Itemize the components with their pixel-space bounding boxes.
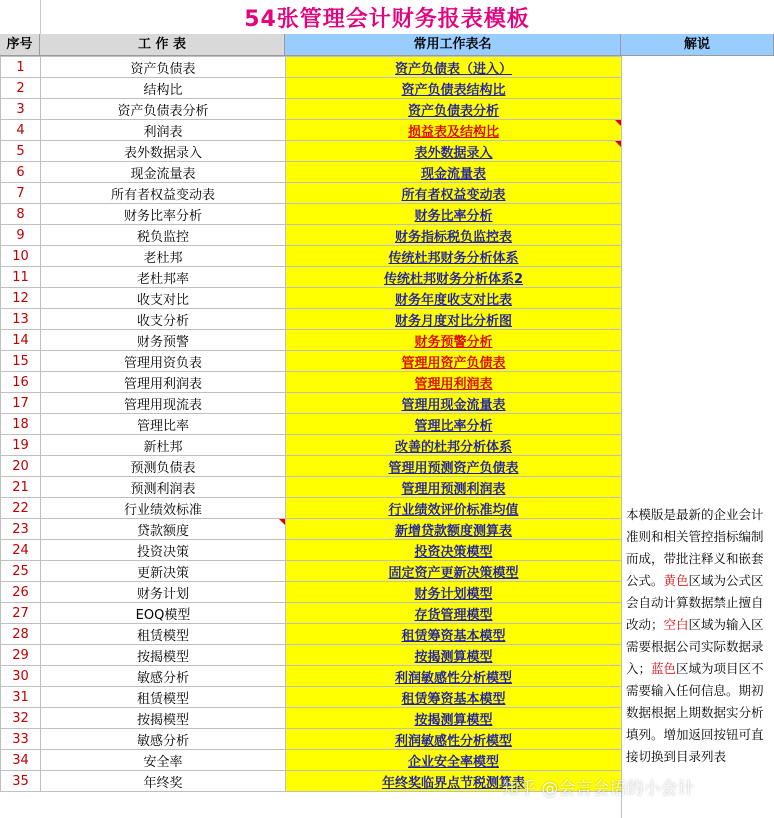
table-row bbox=[1, 498, 622, 519]
worksheet-link[interactable]: 企业安全率模型 bbox=[407, 754, 499, 770]
sheet-title: 54张管理会计财务报表模板 bbox=[244, 7, 530, 32]
worksheet-link[interactable]: 传统杜邦财务分析体系2 bbox=[383, 271, 524, 287]
table-row bbox=[1, 267, 622, 288]
row-number-cell[interactable]: 6 bbox=[1, 162, 41, 183]
row-number-cell[interactable]: 31 bbox=[1, 687, 41, 708]
row-number-cell[interactable]: 9 bbox=[1, 225, 41, 246]
worksheet-name-cell[interactable]: 财务计划 bbox=[41, 582, 286, 603]
row-number-cell[interactable]: 11 bbox=[1, 267, 41, 288]
table-row bbox=[1, 351, 622, 372]
table-row bbox=[1, 687, 622, 708]
worksheet-name-cell[interactable]: 现金流量表 bbox=[41, 162, 286, 183]
worksheet-link[interactable]: 管理用现金流量表 bbox=[401, 397, 506, 413]
watermark: 知乎 @会言会语的小会计 bbox=[502, 779, 695, 799]
table-row bbox=[1, 372, 622, 393]
worksheet-link-cell[interactable] bbox=[286, 456, 622, 477]
worksheet-link-cell[interactable] bbox=[286, 225, 622, 246]
worksheet-name-cell[interactable]: 新杜邦 bbox=[41, 435, 286, 456]
worksheet-name-cell[interactable]: 财务预警 bbox=[41, 330, 286, 351]
worksheet-name-cell[interactable]: 按揭模型 bbox=[41, 645, 286, 666]
worksheet-link[interactable]: 财务预警分析 bbox=[414, 334, 493, 350]
worksheet-link-cell[interactable] bbox=[286, 666, 622, 687]
worksheet-link-cell[interactable] bbox=[286, 582, 622, 603]
worksheet-name-cell[interactable]: EOQ模型 bbox=[41, 603, 286, 624]
worksheet-link-cell[interactable] bbox=[286, 414, 622, 435]
worksheet-link-cell[interactable] bbox=[286, 57, 622, 78]
worksheet-link-cell[interactable] bbox=[286, 162, 622, 183]
worksheet-link-cell[interactable] bbox=[286, 309, 622, 330]
worksheet-link[interactable]: 财务月度对比分析图 bbox=[394, 313, 512, 329]
table-row bbox=[1, 435, 622, 456]
worksheet-name-cell[interactable]: 管理用现流表 bbox=[41, 393, 286, 414]
worksheet-link-cell[interactable] bbox=[286, 750, 622, 771]
table-row bbox=[1, 540, 622, 561]
header-no[interactable]: 序号 bbox=[0, 34, 40, 56]
table-row bbox=[1, 393, 622, 414]
worksheet-link[interactable]: 资产负债表（进入） bbox=[394, 61, 512, 77]
worksheet-table-body bbox=[1, 57, 622, 792]
row-number-cell[interactable]: 35 bbox=[1, 771, 41, 792]
table-row bbox=[1, 750, 622, 771]
worksheet-link[interactable]: 利润敏感性分析模型 bbox=[394, 670, 512, 686]
table-row bbox=[1, 162, 622, 183]
row-number-cell[interactable]: 17 bbox=[1, 393, 41, 414]
table-row bbox=[1, 624, 622, 645]
worksheet-link[interactable]: 租赁筹资基本模型 bbox=[401, 628, 506, 644]
worksheet-link-cell[interactable] bbox=[286, 330, 622, 351]
worksheet-name-cell[interactable]: 老杜邦率 bbox=[41, 267, 286, 288]
note-blank: 空白 bbox=[663, 617, 689, 632]
worksheet-link-cell[interactable] bbox=[286, 393, 622, 414]
row-number-cell[interactable]: 5 bbox=[1, 141, 41, 162]
worksheet-link[interactable]: 管理用预测资产负债表 bbox=[388, 460, 519, 476]
worksheet-link[interactable]: 损益表及结构比 bbox=[407, 124, 499, 140]
worksheet-name-cell[interactable]: 投资决策 bbox=[41, 540, 286, 561]
worksheet-name-cell[interactable]: 管理用资负表 bbox=[41, 351, 286, 372]
worksheet-link[interactable]: 固定资产更新决策模型 bbox=[388, 565, 519, 581]
row-number-cell[interactable]: 14 bbox=[1, 330, 41, 351]
note-text bbox=[626, 504, 771, 768]
worksheet-link[interactable]: 租赁筹资基本模型 bbox=[401, 691, 506, 707]
row-number-cell[interactable]: 15 bbox=[1, 351, 41, 372]
table-row bbox=[1, 183, 622, 204]
worksheet-link-cell[interactable] bbox=[286, 141, 622, 162]
table-row bbox=[1, 561, 622, 582]
worksheet-name-cell[interactable]: 利润表 bbox=[41, 120, 286, 141]
worksheet-link-cell[interactable] bbox=[286, 687, 622, 708]
note-yellow: 黄色 bbox=[663, 573, 689, 588]
worksheet-link[interactable]: 管理用利润表 bbox=[414, 376, 493, 392]
worksheet-name-cell[interactable]: 结构比 bbox=[41, 78, 286, 99]
worksheet-link[interactable]: 资产负债表分析 bbox=[407, 103, 499, 119]
worksheet-link[interactable]: 管理用资产负债表 bbox=[401, 355, 506, 371]
table-row bbox=[1, 141, 622, 162]
row-number-cell[interactable]: 32 bbox=[1, 708, 41, 729]
worksheet-link[interactable]: 资产负债表结构比 bbox=[401, 82, 506, 98]
row-number-cell[interactable]: 4 bbox=[1, 120, 41, 141]
row-number-cell[interactable]: 22 bbox=[1, 498, 41, 519]
table-row bbox=[1, 57, 622, 78]
title-bar bbox=[0, 0, 774, 35]
worksheet-name-cell[interactable]: 收支对比 bbox=[41, 288, 286, 309]
worksheet-name-cell[interactable]: 预测利润表 bbox=[41, 477, 286, 498]
worksheet-link-cell[interactable] bbox=[286, 477, 622, 498]
worksheet-link-cell[interactable] bbox=[286, 78, 622, 99]
worksheet-link[interactable]: 按揭测算模型 bbox=[414, 712, 493, 728]
worksheet-link[interactable]: 管理比率分析 bbox=[414, 418, 493, 434]
worksheet-name-cell[interactable]: 敏感分析 bbox=[41, 729, 286, 750]
worksheet-name-cell[interactable]: 租赁模型 bbox=[41, 624, 286, 645]
worksheet-link[interactable]: 年终奖临界点节税测算表 bbox=[381, 775, 525, 791]
row-number-cell[interactable]: 28 bbox=[1, 624, 41, 645]
row-number-cell[interactable]: 26 bbox=[1, 582, 41, 603]
row-number-cell[interactable]: 27 bbox=[1, 603, 41, 624]
worksheet-link[interactable]: 利润敏感性分析模型 bbox=[394, 733, 512, 749]
row-number-cell[interactable]: 12 bbox=[1, 288, 41, 309]
row-number-cell[interactable]: 2 bbox=[1, 78, 41, 99]
worksheet-link-cell[interactable] bbox=[286, 372, 622, 393]
worksheet-link-cell[interactable] bbox=[286, 540, 622, 561]
worksheet-name-cell[interactable]: 安全率 bbox=[41, 750, 286, 771]
worksheet-link-cell[interactable] bbox=[286, 561, 622, 582]
worksheet-name-cell[interactable]: 财务比率分析 bbox=[41, 204, 286, 225]
worksheet-link-cell[interactable] bbox=[286, 246, 622, 267]
worksheet-link[interactable]: 按揭测算模型 bbox=[414, 649, 493, 665]
worksheet-link[interactable]: 投资决策模型 bbox=[414, 544, 493, 560]
worksheet-link-cell[interactable] bbox=[286, 729, 622, 750]
table-row bbox=[1, 120, 622, 141]
table-row bbox=[1, 288, 622, 309]
table-row bbox=[1, 456, 622, 477]
row-number-cell[interactable]: 8 bbox=[1, 204, 41, 225]
worksheet-link[interactable]: 表外数据录入 bbox=[414, 145, 493, 161]
worksheet-name-cell[interactable]: 资产负债表 bbox=[41, 57, 286, 78]
worksheet-link[interactable]: 传统杜邦财务分析体系 bbox=[388, 250, 519, 266]
worksheet-name-cell[interactable]: 贷款额度 bbox=[41, 519, 286, 540]
row-number-cell[interactable]: 23 bbox=[1, 519, 41, 540]
worksheet-link[interactable]: 新增贷款额度测算表 bbox=[394, 523, 512, 539]
worksheet-link-cell[interactable] bbox=[286, 519, 622, 540]
worksheet-link-cell[interactable] bbox=[286, 603, 622, 624]
table-row bbox=[1, 414, 622, 435]
worksheet-link-cell[interactable] bbox=[286, 645, 622, 666]
note-blue: 蓝色 bbox=[651, 661, 677, 676]
table-row bbox=[1, 477, 622, 498]
row-number-cell[interactable]: 25 bbox=[1, 561, 41, 582]
worksheet-name-cell[interactable]: 资产负债表分析 bbox=[41, 99, 286, 120]
worksheet-name-cell[interactable]: 表外数据录入 bbox=[41, 141, 286, 162]
table-row bbox=[1, 729, 622, 750]
row-number-cell[interactable]: 18 bbox=[1, 414, 41, 435]
worksheet-link-cell[interactable] bbox=[286, 204, 622, 225]
worksheet-link[interactable]: 财务计划模型 bbox=[414, 586, 493, 602]
worksheet-link[interactable]: 财务指标税负监控表 bbox=[394, 229, 512, 245]
comment-indicator-icon bbox=[279, 519, 285, 525]
note-part-4: 区域为项目区不需要输入任何信息。期初数据根据上期数据实分析填列。增加返回按钮可直接切换到目录列表 bbox=[626, 661, 764, 764]
table-row bbox=[1, 204, 622, 225]
table-row bbox=[1, 78, 622, 99]
header-link[interactable]: 常用工作表名 bbox=[285, 34, 621, 56]
worksheet-name-cell[interactable]: 按揭模型 bbox=[41, 708, 286, 729]
row-number-cell[interactable]: 30 bbox=[1, 666, 41, 687]
row-number-cell[interactable]: 1 bbox=[1, 57, 41, 78]
row-number-cell[interactable]: 33 bbox=[1, 729, 41, 750]
row-number-cell[interactable]: 21 bbox=[1, 477, 41, 498]
row-number-cell[interactable]: 29 bbox=[1, 645, 41, 666]
worksheet-link-cell[interactable] bbox=[286, 288, 622, 309]
table-row bbox=[1, 519, 622, 540]
worksheet-name-cell[interactable]: 更新决策 bbox=[41, 561, 286, 582]
row-number-cell[interactable]: 20 bbox=[1, 456, 41, 477]
worksheet-name-cell[interactable]: 敏感分析 bbox=[41, 666, 286, 687]
note-cell[interactable] bbox=[621, 56, 774, 818]
table-row bbox=[1, 708, 622, 729]
worksheet-link[interactable]: 存货管理模型 bbox=[414, 607, 493, 623]
row-number-cell[interactable]: 3 bbox=[1, 99, 41, 120]
worksheet-link-cell[interactable] bbox=[286, 708, 622, 729]
worksheet-link[interactable]: 改善的杜邦分析体系 bbox=[394, 439, 512, 455]
table-row bbox=[1, 225, 622, 246]
worksheet-link[interactable]: 现金流量表 bbox=[420, 166, 486, 182]
worksheet-name-cell[interactable]: 行业绩效标准 bbox=[41, 498, 286, 519]
worksheet-name-cell[interactable]: 管理用利润表 bbox=[41, 372, 286, 393]
row-number-cell[interactable]: 7 bbox=[1, 183, 41, 204]
row-number-cell[interactable]: 19 bbox=[1, 435, 41, 456]
table-row bbox=[1, 330, 622, 351]
note-part-2: 区域为公式区会自动计算数据禁止擅自改动； bbox=[626, 573, 764, 632]
worksheet-name-cell[interactable]: 所有者权益变动表 bbox=[41, 183, 286, 204]
worksheet-name-cell[interactable]: 老杜邦 bbox=[41, 246, 286, 267]
worksheet-name-cell[interactable]: 预测负债表 bbox=[41, 456, 286, 477]
worksheet-link-cell[interactable] bbox=[286, 183, 622, 204]
worksheet-name-cell[interactable]: 收支分析 bbox=[41, 309, 286, 330]
table-row bbox=[1, 666, 622, 687]
worksheet-link[interactable]: 财务年度收支对比表 bbox=[394, 292, 512, 308]
table-row bbox=[1, 99, 622, 120]
worksheet-link-cell[interactable] bbox=[286, 624, 622, 645]
worksheet-name-cell[interactable]: 管理比率 bbox=[41, 414, 286, 435]
worksheet-link-cell[interactable] bbox=[286, 120, 622, 141]
table-row bbox=[1, 582, 622, 603]
worksheet-link[interactable]: 管理用预测利润表 bbox=[401, 481, 506, 497]
worksheet-link[interactable]: 财务比率分析 bbox=[414, 208, 493, 224]
row-number-cell[interactable]: 24 bbox=[1, 540, 41, 561]
worksheet-name-cell[interactable]: 年终奖 bbox=[41, 771, 286, 792]
worksheet-link[interactable]: 行业绩效评价标准均值 bbox=[388, 502, 519, 518]
note-part-3: 区域为输入区需要根据公司实际数据录入； bbox=[626, 617, 764, 676]
worksheet-link-cell[interactable] bbox=[286, 498, 622, 519]
worksheet-link-cell[interactable] bbox=[286, 267, 622, 288]
worksheet-table bbox=[0, 56, 622, 792]
row-number-cell[interactable]: 13 bbox=[1, 309, 41, 330]
worksheet-name-cell[interactable]: 税负监控 bbox=[41, 225, 286, 246]
header-note[interactable]: 解说 bbox=[621, 34, 774, 56]
table-row bbox=[1, 645, 622, 666]
row-number-cell[interactable]: 34 bbox=[1, 750, 41, 771]
row-number-cell[interactable]: 16 bbox=[1, 372, 41, 393]
table-row bbox=[1, 246, 622, 267]
row-number-cell[interactable]: 10 bbox=[1, 246, 41, 267]
note-part-1: 本模版是最新的企业会计准则和相关管控指标编制而成，带批注释义和嵌套公式。 bbox=[626, 507, 764, 588]
table-row bbox=[1, 309, 622, 330]
worksheet-link-cell[interactable] bbox=[286, 99, 622, 120]
table-row bbox=[1, 603, 622, 624]
worksheet-link-cell[interactable] bbox=[286, 351, 622, 372]
worksheet-name-cell[interactable]: 租赁模型 bbox=[41, 687, 286, 708]
header-worksheet[interactable]: 工 作 表 bbox=[40, 34, 285, 56]
worksheet-link-cell[interactable] bbox=[286, 435, 622, 456]
worksheet-link[interactable]: 所有者权益变动表 bbox=[401, 187, 506, 203]
